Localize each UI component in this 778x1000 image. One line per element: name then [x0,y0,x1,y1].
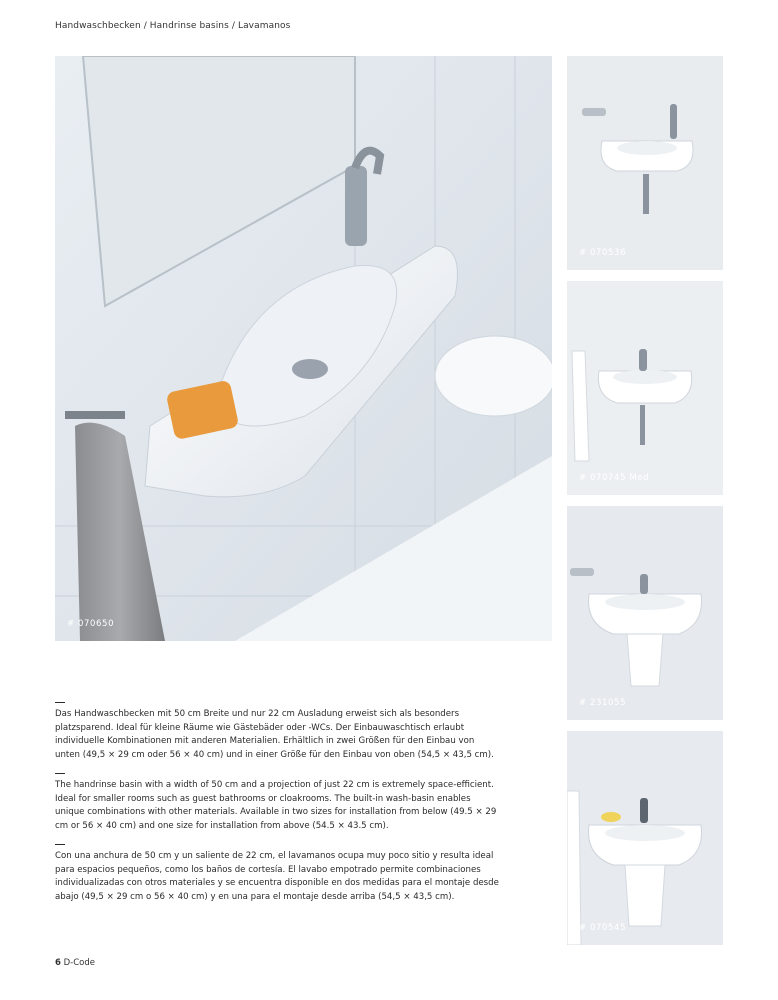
thumbnail-photo [567,506,723,720]
paragraph-english: The handrinse basin with a width of 50 cm and a projection of just 22 cm is extremely space-efficient. Ideal for smaller rooms such as guest bathrooms or cloakrooms. The built-in wash-basin enables unique combinations with other materials. Available in two sizes for installation from below (49.5 × 29 cm or 56 × 40 cm) and one size for installation from above (54.5 × 43.5 cm). [55,780,497,831]
product-code: # 070536 [579,248,627,258]
handrinse-basin-illustration [55,56,552,641]
product-code: # 231055 [579,698,627,708]
breadcrumb: Handwaschbecken / Handrinse basins / Lavamanos [55,21,291,31]
basin-med-illustration [567,281,723,495]
description-english [55,773,500,833]
description-german [55,702,500,762]
description-spanish [55,844,500,904]
wall-basin-illustration [567,56,723,270]
product-code: # 070650 [67,619,115,629]
basin-pedestal-illustration [567,506,723,720]
product-code: # 070545 [579,923,627,933]
divider-dash [55,702,65,703]
page-number: 6 [55,958,61,968]
paragraph-spanish: Con una anchura de 50 cm y un saliente de 22 cm, el lavamanos ocupa muy poco sitio y resulta ideal para espacios pequeños, como los baños de cortesía. El lavabo empotrado permite combinaciones individualizadas con otros materiales y se encuentra disponible en dos medidas para el montaje desde abajo (49,5 × 29 cm o 56 × 40 cm) y en una para el montaje desde arriba (54,5 × 43,5 cm). [55,851,499,902]
divider-dash [55,844,65,845]
thumbnail-photo [567,281,723,495]
brand-name: D-Code [63,958,95,968]
divider-dash [55,773,65,774]
page-footer [55,958,95,968]
product-code: # 070745 Med [579,473,650,483]
thumbnail-photo [567,56,723,270]
basin-soap-illustration [567,731,723,945]
thumbnail-photo [567,731,723,945]
paragraph-german: Das Handwaschbecken mit 50 cm Breite und nur 22 cm Ausladung erweist sich als besonders platzsparend. Ideal für kleine Räume wie Gästebäder oder -WCs. Der Einbauwaschtisch erlaubt individuelle Kombinationen mit anderen Materialien. Erhältlich in zwei Größen für den Einbau von unten (49,5 × 29 cm oder 56 × 40 cm) und in einer Größe für den Einbau von oben (54,5 × 43,5 cm). [55,709,494,760]
main-product-photo [55,56,552,641]
